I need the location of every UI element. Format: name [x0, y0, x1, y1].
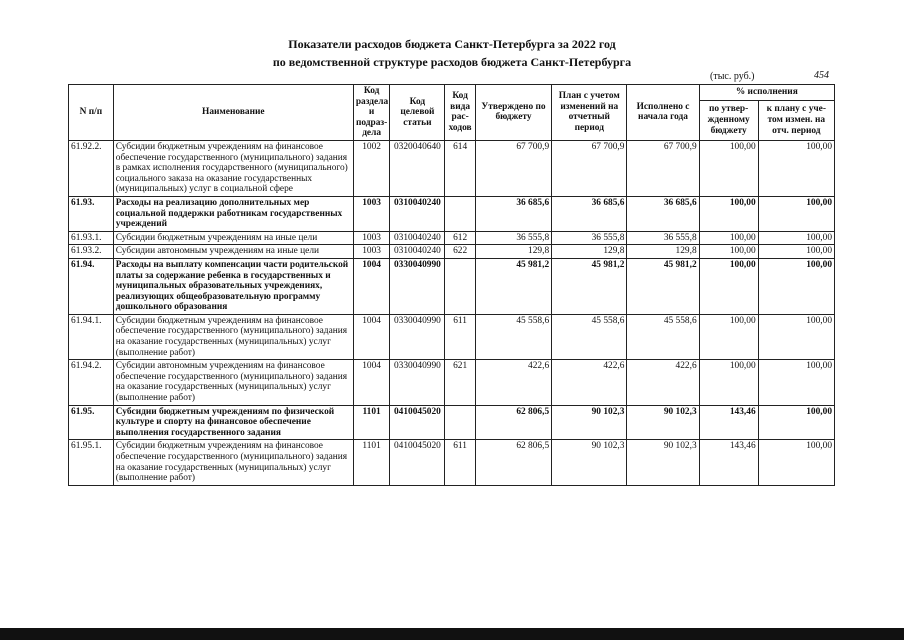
cell-name: Расходы на выплату компенсации части родительской платы за содержание ребенка в государственных и муниципальных образовательных учреждениях, реализующих общеобразовательную программу дошкольного образования: [113, 258, 353, 314]
cell-num: 61.93.2.: [69, 245, 114, 259]
page-number: 454: [814, 70, 829, 81]
cell-approved: 36 685,6: [475, 196, 551, 231]
table-row: [69, 440, 835, 485]
cell-executed: 67 700,9: [627, 140, 699, 196]
cell-approved: 67 700,9: [475, 140, 551, 196]
cell-pct-plan: 100,00: [758, 196, 834, 231]
cell-executed: 90 102,3: [627, 405, 699, 440]
cell-plan: 90 102,3: [552, 405, 627, 440]
col-approved-header: Утверждено по бюджету: [475, 85, 551, 141]
cell-num: 61.93.1.: [69, 231, 114, 245]
cell-executed: 36 685,6: [627, 196, 699, 231]
cell-plan: 45 558,6: [552, 314, 627, 359]
table-row: [69, 231, 835, 245]
cell-pct-plan: 100,00: [758, 440, 834, 485]
cell-executed: 45 558,6: [627, 314, 699, 359]
cell-type: [445, 405, 476, 440]
cell-section: 1002: [353, 140, 390, 196]
cell-section: 1003: [353, 196, 390, 231]
cell-type: 611: [445, 440, 476, 485]
cell-pct-approved: 100,00: [699, 245, 758, 259]
cell-type: 611: [445, 314, 476, 359]
cell-target: 0320040640: [390, 140, 445, 196]
cell-target: 0310040240: [390, 245, 445, 259]
cell-pct-approved: 100,00: [699, 196, 758, 231]
cell-section: 1003: [353, 245, 390, 259]
cell-pct-plan: 100,00: [758, 258, 834, 314]
cell-type: 614: [445, 140, 476, 196]
cell-plan: 129,8: [552, 245, 627, 259]
cell-executed: 90 102,3: [627, 440, 699, 485]
col-executed-header: Исполнено с начала года: [627, 85, 699, 141]
cell-approved: 62 806,5: [475, 440, 551, 485]
cell-pct-plan: 100,00: [758, 405, 834, 440]
cell-pct-approved: 100,00: [699, 140, 758, 196]
cell-section: 1101: [353, 405, 390, 440]
cell-target: 0330040990: [390, 314, 445, 359]
cell-pct-approved: 100,00: [699, 231, 758, 245]
cell-name: Субсидии бюджетным учреждениям на финансовое обеспечение государственного (муниципального) задания в рамках исполнения государственного (муниципального) социального заказа на оказание государственных (муниципальных) услуг в социальной сфере: [113, 140, 353, 196]
cell-num: 61.94.: [69, 258, 114, 314]
budget-table-body: [69, 140, 835, 485]
cell-name: Расходы на реализацию дополнительных мер социальной поддержки работникам государственных учреждений: [113, 196, 353, 231]
cell-type: 621: [445, 360, 476, 405]
cell-plan: 90 102,3: [552, 440, 627, 485]
units-label: (тыс. руб.): [710, 71, 755, 82]
cell-approved: 62 806,5: [475, 405, 551, 440]
budget-table: [68, 84, 835, 486]
col-target-header: Код целевой статьи: [390, 85, 445, 141]
cell-name: Субсидии бюджетным учреждениям на финансовое обеспечение государственного (муниципального) задания на оказание государственных (муниципальных) услуг (выполнение работ): [113, 314, 353, 359]
table-row: [69, 258, 835, 314]
cell-pct-plan: 100,00: [758, 360, 834, 405]
cell-type: 622: [445, 245, 476, 259]
table-row: [69, 196, 835, 231]
cell-name: Субсидии бюджетным учреждениям на финансовое обеспечение государственного (муниципального) задания на оказание государственных (муниципальных) услуг (выполнение работ): [113, 440, 353, 485]
cell-executed: 129,8: [627, 245, 699, 259]
cell-approved: 36 555,8: [475, 231, 551, 245]
cell-plan: 36 555,8: [552, 231, 627, 245]
cell-num: 61.95.: [69, 405, 114, 440]
cell-plan: 36 685,6: [552, 196, 627, 231]
cell-type: 612: [445, 231, 476, 245]
col-pct-approved-header: по утвер-жденному бюджету: [699, 100, 758, 140]
cell-section: 1004: [353, 258, 390, 314]
scan-edge: [0, 628, 904, 640]
cell-name: Субсидии автономным учреждениям на иные цели: [113, 245, 353, 259]
cell-pct-approved: 100,00: [699, 314, 758, 359]
table-row: [69, 140, 835, 196]
report-subtitle: по ведомственной структуре расходов бюджета Санкт-Петербурга: [272, 55, 632, 69]
cell-type: [445, 196, 476, 231]
cell-plan: 67 700,9: [552, 140, 627, 196]
cell-executed: 36 555,8: [627, 231, 699, 245]
cell-name: Субсидии автономным учреждениям на финансовое обеспечение государственного (муниципального) задания на оказание государственных (муниципальных) услуг (выполнение работ): [113, 360, 353, 405]
cell-approved: 45 558,6: [475, 314, 551, 359]
cell-target: 0410045020: [390, 405, 445, 440]
cell-target: 0330040990: [390, 360, 445, 405]
col-name-header: Наименование: [113, 85, 353, 141]
col-num-header: N п/п: [69, 85, 114, 141]
cell-target: 0310040240: [390, 231, 445, 245]
report-title: Показатели расходов бюджета Санкт-Петербурга за 2022 год: [288, 37, 616, 51]
cell-executed: 422,6: [627, 360, 699, 405]
cell-section: 1004: [353, 314, 390, 359]
cell-name: Субсидии бюджетным учреждениям по физической культуре и спорту на финансовое обеспечение выполнения государственного задания: [113, 405, 353, 440]
cell-num: 61.94.2.: [69, 360, 114, 405]
table-row: [69, 360, 835, 405]
col-section-header: Код раздела и подраз-дела: [353, 85, 390, 141]
cell-pct-plan: 100,00: [758, 245, 834, 259]
cell-target: 0330040990: [390, 258, 445, 314]
cell-pct-plan: 100,00: [758, 314, 834, 359]
cell-section: 1101: [353, 440, 390, 485]
col-type-header: Код вида рас-ходов: [445, 85, 476, 141]
cell-plan: 45 981,2: [552, 258, 627, 314]
cell-num: 61.95.1.: [69, 440, 114, 485]
cell-type: [445, 258, 476, 314]
cell-name: Субсидии бюджетным учреждениям на иные цели: [113, 231, 353, 245]
cell-target: 0310040240: [390, 196, 445, 231]
cell-section: 1004: [353, 360, 390, 405]
table-row: [69, 245, 835, 259]
table-row: [69, 314, 835, 359]
col-plan-header: План с учетом изменений на отчетный период: [552, 85, 627, 141]
cell-pct-approved: 143,46: [699, 405, 758, 440]
cell-pct-plan: 100,00: [758, 231, 834, 245]
table-row: [69, 405, 835, 440]
cell-num: 61.92.2.: [69, 140, 114, 196]
header-row: [69, 85, 835, 101]
cell-plan: 422,6: [552, 360, 627, 405]
col-percent-group-header: % исполнения: [699, 85, 834, 101]
cell-approved: 129,8: [475, 245, 551, 259]
cell-target: 0410045020: [390, 440, 445, 485]
cell-pct-approved: 100,00: [699, 258, 758, 314]
col-pct-plan-header: к плану с уче-том измен. на отч. период: [758, 100, 834, 140]
cell-pct-approved: 100,00: [699, 360, 758, 405]
cell-approved: 422,6: [475, 360, 551, 405]
cell-approved: 45 981,2: [475, 258, 551, 314]
cell-executed: 45 981,2: [627, 258, 699, 314]
cell-section: 1003: [353, 231, 390, 245]
cell-pct-plan: 100,00: [758, 140, 834, 196]
cell-pct-approved: 143,46: [699, 440, 758, 485]
cell-num: 61.94.1.: [69, 314, 114, 359]
cell-num: 61.93.: [69, 196, 114, 231]
